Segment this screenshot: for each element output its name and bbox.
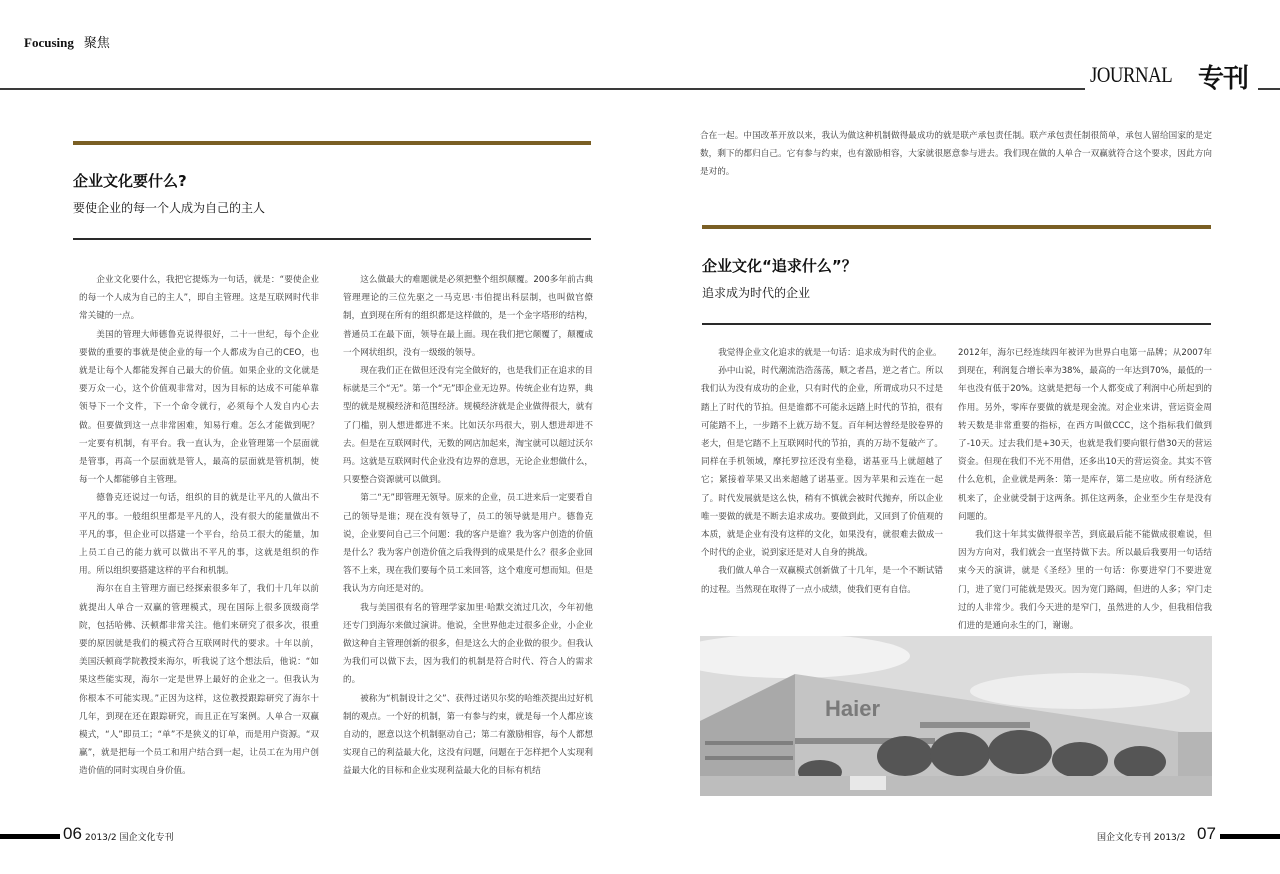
haier-factory-photo	[700, 636, 1212, 796]
footer-meta-right: 国企文化专刊 2013/2	[1097, 833, 1186, 843]
paragraph: 合在一起。中国改革开放以来，我认为做这种机制做得最成功的就是联产承包责任制。联产承包责任制很简单，承包人留给国家的是定数，剩下的都归自己。它有参与约束，也有激励相容，大家就很愿意参与进去。我们现在做的人单合一双赢就符合这个要求，因此方向是对的。	[700, 131, 1212, 178]
article-title: 企业文化“追求什么”？	[702, 257, 857, 275]
paragraph: 我们做人单合一双赢模式创新做了十几年，是一个不断试错的过程。当然现在取得了一点小成绩，使我们更有自信。	[701, 566, 943, 595]
footer-bar	[1220, 834, 1280, 839]
paragraph: 被称为“机制设计之父”、获得过诺贝尔奖的哈维茨提出过好机制的观点。一个好的机制，第一有参与约束，就是每一个人都应该自动的，愿意以这个机制驱动自己；第二有激励相容，每个人都想实现自己的利益最大化，这没有问题，问题在于怎样把个人实现利益最大化的目标和企业实现利益最大化的目标有机结	[343, 693, 593, 777]
paragraph: 这么做最大的难题就是必须把整个组织颠覆。200多年前古典管理理论的三位先驱之一马克思·韦伯提出科层制，也叫做官僚制，直到现在所有的组织都是这样做的，是一个金字塔形的结构，普通员工在最下面，领导在最上面。现在我们把它颠覆了，颠覆成一个网状组织，没有一级级的领导。	[343, 275, 593, 358]
paragraph: 我觉得企业文化追求的就是一句话：追求成为时代的企业。	[718, 348, 942, 358]
article-column-3	[701, 344, 943, 599]
journal-label: JOURNAL	[1090, 62, 1173, 87]
paragraph: 海尔在自主管理方面已经探索很多年了，我们十几年以前就提出人单合一双赢的管理模式，现在国际上很多顶级商学院，包括哈佛、沃顿都非常关注。他们来研究了很多次，很重要的原因就是我们的模式符合互联网时代的要求。十年以前，美国沃顿商学院教授来海尔，听我说了这个想法后，他说：“如果这些能实现，海尔一定是世界上最好的企业之一。但我认为你根本不可能实现。”正因为这样，这位教授跟踪研究了海尔十几年，到现在还在跟踪研究，而且正在写案例。人单合一双赢模式，“人”即员工；“单”不是狭义的订单，而是用户资源。“双赢”，就是把每一个员工和用户结合到一起，让员工在为用户创造价值的同时实现自身价值。	[79, 584, 319, 777]
paragraph: 孙中山说，时代潮流浩浩荡荡，顺之者昌，逆之者亡。所以我们认为没有成功的企业，只有时代的企业，所谓成功只不过是踏上了时代的节拍。但是谁都不可能永远踏上时代的节拍，很有可能踏不上，一步踏不上就万劫不复。百年柯达曾经是胶卷界的老大，但是它踏不上互联网时代的节拍，真的万劫不复破产了。同样在手机领域，摩托罗拉还没有坐稳，诺基亚马上就超越了它；紧接着苹果又出来超越了诺基亚。因为苹果和云连在一起了。时代发展就是这么快，稍有不慎就会被时代抛弃，所以企业唯一要做的就是不断去追求成功。要做到此，又回到了价值观的本质，就是企业有没有这样的文化，如果没有，就很难去做成一个时代的企业，说到家还是对人自身的挑战。	[701, 366, 943, 559]
paragraph: 我们这十年其实做得很辛苦，到底最后能不能做成很难说，但因为方向对，我们就会一直坚持做下去。所以最后我要用一句话结束今天的演讲，就是《圣经》里的一句话：你要进窄门不要进宽门，进了宽门可能就是毁灭。因为宽门路阔，但进的人多；窄门走过的人非常少。我们今天进的是窄门，虽然进的人少，但我相信我们进的是通向永生的门，谢谢。	[958, 530, 1212, 632]
article-column-4	[958, 344, 1212, 635]
paragraph: 美国的管理大师德鲁克说得很好，二十一世纪，每个企业要做的重要的事就是使企业的每一个人都成为自己的CEO，也就是让每个人都能发挥自己最大的价值。如果企业的文化就是要万众一心，这个价值观非常对，因为目标的达成不可能单靠领导下一个文件，下一个命令就行，必须每个人发自内心去做。但要做到这一点非常困难，知易行难。怎么才能做到呢？一定要有机制，有平台。我一直认为，企业管理第一个层面就是管事，再高一个层面就是管人，最高的层面就是管机制，使每一个人都能够自主管理。	[79, 329, 319, 486]
header-rule	[0, 88, 1085, 90]
page-number-right: 07	[1197, 824, 1216, 843]
article-column-1	[79, 271, 319, 781]
article-title: 企业文化要什么?	[73, 172, 187, 190]
continuation-text	[700, 127, 1212, 182]
article-column-2	[343, 271, 593, 781]
factory-image	[700, 636, 1212, 796]
paragraph: 德鲁克还说过一句话，组织的目的就是让平凡的人做出不平凡的事。一般组织里都是平凡的人，没有很大的能量做出不平凡的事，但企业可以搭建一个平台，给员工很大的能量，加上员工自己的能力就可以做出不平凡的事，这就是组织的作用。所以组织要搭建这样的平台和机制。	[79, 493, 319, 577]
paragraph: 企业文化要什么，我把它提炼为一句话，就是：“要使企业的每一个人成为自己的主人”，即自主管理。这是互联网时代非常关键的一点。	[79, 275, 319, 322]
divider	[702, 323, 1211, 325]
paragraph: 2012年，海尔已经连续四年被评为世界白电第一品牌；从2007年到现在，利润复合增长率为38%，最高的一年达到70%，最低的一年也没有低于20%。这就是把每一个人都变成了利润中心所起到的作用。另外，零库存要做的就是现金流。对企业来讲，营运资金周转天数是非常重要的指标，在西方叫做CCC，这个指标我们做到了-10天。过去我们是+30天，也就是我们要向银行借30天的营运资金。但现在我们不光不用借，还多出10天的营运资金。其实不管什么危机，企业就是两条：第一是库存，第二是应收。所有经济危机来了，企业就受制于这两条。抓住这两条，企业至少生存是没有问题的。	[958, 348, 1212, 522]
svg-text:Haier: Haier	[825, 696, 881, 721]
section-tag-cn: 聚焦	[83, 35, 110, 50]
page-number-left: 06	[63, 824, 82, 843]
paragraph: 第二“无”即管理无领导。原来的企业，员工进来后一定要看自己的领导是谁；现在没有领导了，员工的领导就是用户。德鲁克说，企业要问自己三个问题：我的客户是谁？我为客户创造的价值是什么？我为客户创造价值之后我得到的成果是什么？很多企业回答不上来，现在我们要每个员工来回答，这个难度可想而知。但是我认为方向还是对的。	[343, 493, 593, 595]
section-tag	[24, 32, 110, 51]
paragraph: 现在我们正在做但还没有完全做好的，也是我们正在追求的目标就是三个“无”。第一个“无”即企业无边界。传统企业有边界，典型的就是规模经济和范围经济。规模经济就是企业做得很大，就有了门槛，别人想进都进不来。比如沃尔玛很大，别人想进却进不去。但是在互联网时代，无数的网店加起来，淘宝就可以超过沃尔玛。这就是互联网时代企业没有边界的意思，无论企业想做什么，只要整合资源就可以做到。	[343, 366, 593, 486]
article-subtitle: 要使企业的每一个人成为自己的主人	[73, 201, 266, 215]
section-tag-en: Focusing	[24, 35, 74, 50]
paragraph: 我与美国很有名的管理学家加里·哈默交流过几次，今年初他还专门到海尔来做过演讲。他说，全世界他走过很多企业，小企业做这种自主管理创新的很多，但是这么大的企业做的很少。但我认为我们可以做下去，因为我们的机制是符合时代、符合人的需求的。	[343, 602, 593, 686]
gold-divider	[702, 225, 1211, 229]
divider	[73, 238, 591, 240]
gold-divider	[73, 141, 591, 145]
footer-meta-left: 2013/2 国企文化专刊	[85, 833, 174, 843]
header-rule-end	[1258, 88, 1280, 90]
article-subtitle: 追求成为时代的企业	[702, 286, 811, 300]
journal-label-cn: 专刊	[1198, 64, 1249, 94]
footer-bar	[0, 834, 60, 839]
